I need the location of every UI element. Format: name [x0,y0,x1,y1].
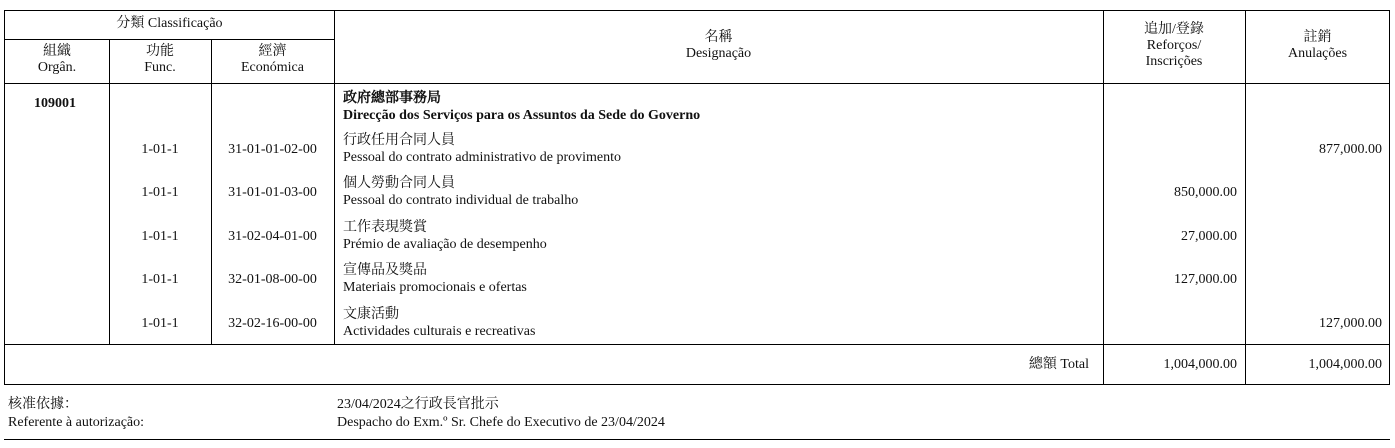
annul-amount: 877,000.00 [1319,142,1382,157]
total-row [4,344,1390,385]
item-name-zh: 工作表現獎賞 [343,220,427,235]
reinforce-amount: 850,000.00 [1174,185,1237,200]
item-name-zh: 行政任用合同人員 [343,133,455,148]
authorization-label-pt: Referente à autorização: [8,415,145,430]
reinforce-header: 追加/登錄 Reforços/ Inscrições [1144,22,1204,69]
reinforce-amount: 127,000.00 [1174,272,1237,287]
authorization-value-zh: 23/04/2024之行政長官批示 [337,397,499,412]
item-name-pt: Pessoal do contrato individual de trabalho [343,193,579,208]
item-name-pt: Pessoal do contrato administrativo de provimento [343,150,622,165]
func-code: 1-01-1 [141,142,179,157]
authorization-label-zh: 核准依據： [8,397,78,412]
econ-code: 31-01-01-03-00 [228,185,317,200]
total-reinforce: 1,004,000.00 [1163,357,1237,372]
func-code: 1-01-1 [141,185,179,200]
authorization-value-pt: Despacho do Exm.º Sr. Chefe do Executivo de 23/04/2024 [337,415,665,430]
item-name-pt: Materiais promocionais e ofertas [343,280,527,295]
func-code: 1-01-1 [141,272,179,287]
organ-code: 109001 [34,96,76,111]
divider [5,83,1390,84]
func-code: 1-01-1 [141,316,179,331]
annul-amount: 127,000.00 [1319,316,1382,331]
reinforce-amount: 27,000.00 [1181,229,1237,244]
total-label: 總額 Total [1028,357,1089,372]
func-code: 1-01-1 [141,229,179,244]
econ-code: 31-01-01-02-00 [228,142,317,157]
organ-header: 組織 Orgân. [37,44,77,75]
item-name-pt: Actividades culturais e recreativas [343,324,536,339]
entity-name-zh: 政府總部事務局 [343,91,441,106]
designation-header: 名稱 Designação [685,30,752,61]
item-name-zh: 宣傳品及獎品 [343,263,427,278]
econ-header: 經濟 Económica [241,44,304,75]
divider [5,39,334,40]
econ-code: 32-01-08-00-00 [228,272,317,287]
annul-header: 註銷 Anulações [1287,30,1348,61]
entity-name-pt: Direcção dos Serviços para os Assuntos da Sede do Governo [343,108,701,123]
econ-code: 31-02-04-01-00 [228,229,317,244]
func-header: 功能 Func. [144,44,176,75]
total-annul: 1,004,000.00 [1308,357,1382,372]
budget-table [4,10,1390,345]
econ-code: 32-02-16-00-00 [228,316,317,331]
item-name-pt: Prémio de avaliação de desempenho [343,237,547,252]
classification-header: 分類 Classificação [116,16,223,31]
authorization-section [4,384,1390,440]
item-name-zh: 個人勞動合同人員 [343,176,455,191]
item-name-zh: 文康活動 [343,307,399,322]
